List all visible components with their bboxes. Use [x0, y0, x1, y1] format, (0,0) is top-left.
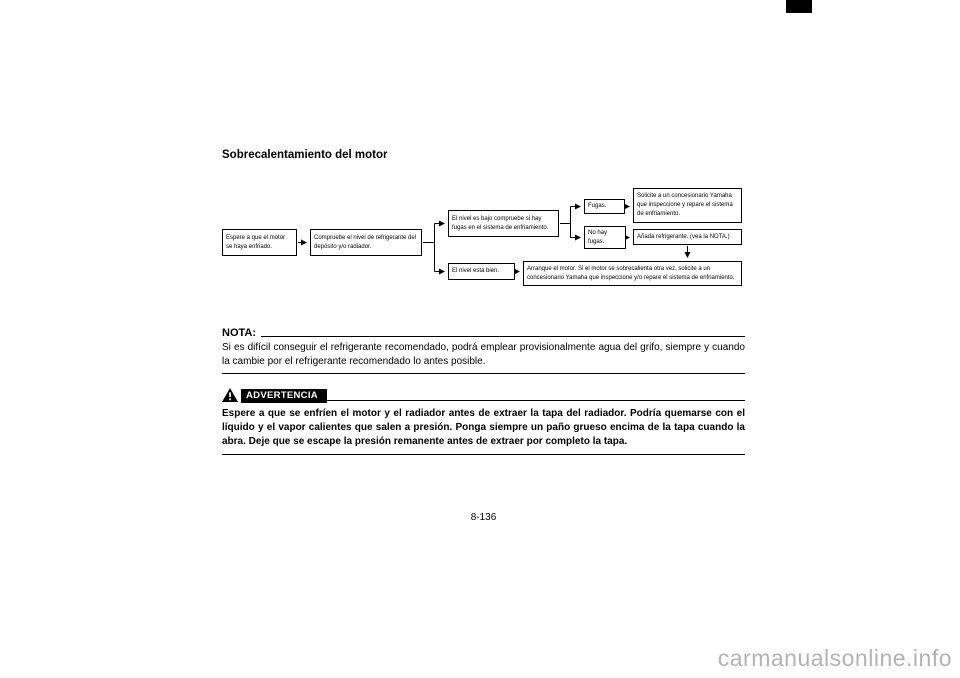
warning-section: [222, 388, 745, 455]
flowchart-box-add-coolant: Añada refrigerante. (vea la NOTA.): [633, 229, 742, 245]
warning-text: Espere a que se enfríen el motor y el radiador antes de extraer la tapa del radiador. Podría quemarse con el líquido y el vapor calientes que salen a presión. Ponga siempre un paño grueso encima de la tapa cuando la abra. Deje que se escape la presión remanente antes de extraer por completo la tapa.: [222, 408, 745, 448]
page-number: 8-136: [470, 512, 497, 523]
note-section: [222, 327, 745, 374]
warning-label: ADVERTENCIA: [241, 389, 327, 404]
page-title: Sobrecalentamiento del motor: [222, 149, 388, 161]
note-bottom-rule: [222, 373, 745, 374]
warning-bottom-rule: [222, 454, 745, 455]
warning-top-rule: [327, 400, 745, 401]
note-text: Si es difícil conseguir el refrigerante recomendado, podrá emplear provisionalmente agua del grifo, siempre y cuando la cambie por el refrigerante recomendado lo antes posible.: [222, 342, 745, 368]
flowchart-box-level-ok: El nivel está bien.: [448, 263, 515, 280]
flowchart-box-dealer-inspect: Solicite a un concesionario Yamaha que inspeccione y repare el sistema de enfriamiento.: [633, 188, 742, 223]
flowchart-box-check-level: Compruebe el nivel de refrigerante del depósito y/o radiador.: [310, 229, 422, 256]
flowchart-box-level-low: El nivel es bajo compruebe si hay fugas en el sistema de enfriamiento.: [448, 210, 559, 237]
flowchart-box-no-leaks: No hay fugas.: [584, 226, 626, 249]
note-label: NOTA:: [222, 327, 257, 339]
note-top-rule: [261, 336, 745, 337]
flowchart-box-leaks: Fugas.: [584, 199, 625, 214]
flowchart-box-wait-cool: Espere a que el motor se haya enfriado.: [222, 229, 297, 256]
watermark-text: carmanualsonline.info: [717, 645, 952, 671]
flowchart-box-restart-engine: Arranque el motor. Si el motor se sobrecalienta otra vez, solicite a un concesionario Yamaha que inspeccione y/o repare el sistema de enfriamiento.: [523, 261, 742, 286]
warning-triangle-icon: [222, 388, 238, 402]
